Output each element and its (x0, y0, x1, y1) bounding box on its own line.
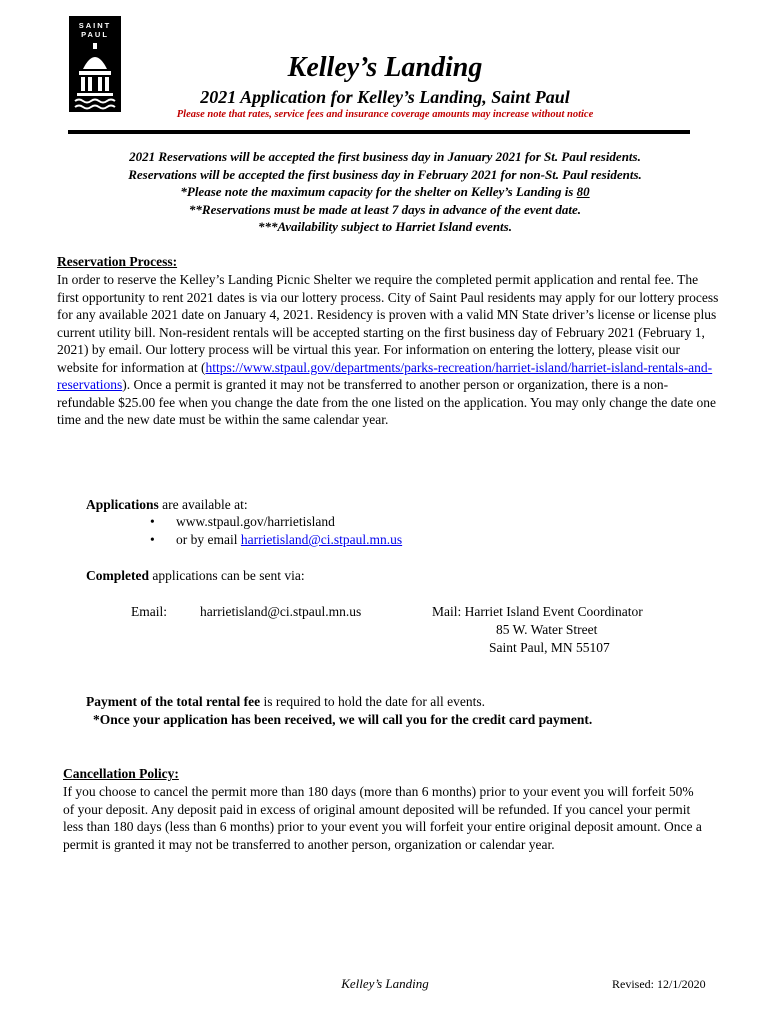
completed-label-bold: Completed (86, 568, 149, 583)
payment-text-bold: Payment of the total rental fee (86, 694, 261, 709)
bullet-icon: • (150, 532, 155, 547)
applications-item-website (150, 513, 335, 531)
page-title: Kelley’s Landing (287, 52, 483, 83)
capacity-value: 80 (576, 184, 590, 199)
reservation-process-text-2: ). Once a permit is granted it may not be transferred to another person or organization, there is a non-refundable $25.00 fee when you change the date from the one listed on the application. You may only change the date one time and the new date must be within the same calendar year. (57, 377, 717, 427)
page-subtitle: 2021 Application for Kelley’s Landing, Saint Paul (200, 87, 570, 107)
rates-notice: Please note that rates, service fees and insurance coverage amounts may increase without notice (176, 109, 594, 120)
bullet-icon: • (150, 514, 155, 529)
footer-title: Kelley’s Landing (341, 976, 429, 991)
mail-line-1: Mail: Harriet Island Event Coordinator (432, 604, 643, 619)
applications-email-prefix: or by email (176, 532, 241, 547)
mail-line-2: 85 W. Water Street (496, 622, 598, 637)
email-label: Email: (131, 604, 167, 619)
applications-email-link[interactable]: harrietisland@ci.stpaul.mn.us (240, 532, 403, 547)
reservation-note-residents: 2021 Reservations will be accepted the first business day in January 2021 for St. Paul residents. (129, 149, 641, 164)
payment-note: *Once your application has been received, we will call you for the credit card payment. (93, 712, 593, 727)
logo-line-paul: PAUL (81, 30, 109, 39)
advance-note: **Reservations must be made at least 7 days in advance of the event date. (188, 201, 582, 217)
cancellation-heading: Cancellation Policy: (63, 766, 179, 781)
payment-text-rest: is required to hold the date for all events. (260, 694, 486, 709)
applications-label-rest: are available at: (158, 497, 248, 512)
applications-item-email (150, 531, 402, 549)
reservation-process-text-1: In order to reserve the Kelley’s Landing Picnic Shelter we require the completed permit application and rental fee. The first opportunity to rent 2021 dates is via our lottery process. City of Saint Paul residents may apply for our lottery process for any available 2021 date on January 4, 2021. Residency is proven with a valid MN State driver’s license or license plus current utility bill. Non-resident rentals will be accepted starting on the first business day of February 2021 (February 1, 2021) by email. Our lottery process will be virtual this year. For information on entering the lottery, please visit our website for information at ( (57, 272, 719, 375)
reservation-process-text (57, 271, 721, 429)
reservation-note-nonresidents: Reservations will be accepted the first business day in February 2021 for non-St. Paul residents. (128, 166, 642, 182)
reservation-process-heading: Reservation Process: (57, 254, 178, 269)
payment-text (86, 693, 485, 711)
capacity-note-text: *Please note the maximum capacity for the shelter on Kelley’s Landing is (180, 184, 577, 199)
email-value: harrietisland@ci.stpaul.mn.us (200, 604, 362, 619)
header-divider (68, 130, 690, 134)
completed-label (86, 567, 305, 585)
mail-line-3: Saint Paul, MN 55107 (489, 640, 610, 655)
applications-label (86, 496, 248, 514)
applications-label-bold: Applications (86, 497, 159, 512)
availability-note: ***Availability subject to Harriet Island events. (258, 219, 512, 234)
harriet-island-rentals-link[interactable]: https://www.stpaul.gov/departments/parks-recreation/harriet-island/harriet-island-rentals-and-reservations (57, 359, 713, 392)
logo-line-saint: SAINT (78, 21, 112, 30)
capacity-note (60, 183, 710, 201)
completed-label-rest: applications can be sent via: (149, 568, 305, 583)
footer-revised: Revised: 12/1/2020 (612, 977, 706, 991)
applications-website: www.stpaul.gov/harrietisland (176, 514, 335, 529)
cancellation-text: If you choose to cancel the permit more than 180 days (more than 6 months) prior to your event you will forfeit 50% of your deposit. Any deposit paid in excess of original amount deposited will be refunded. If you cancel your permit less than 180 days (less than 6 months) prior to your event you will forfeit your entire original deposit amount. Once a permit is granted it may not be transferred to another person, organization or calendar year. (63, 784, 702, 852)
